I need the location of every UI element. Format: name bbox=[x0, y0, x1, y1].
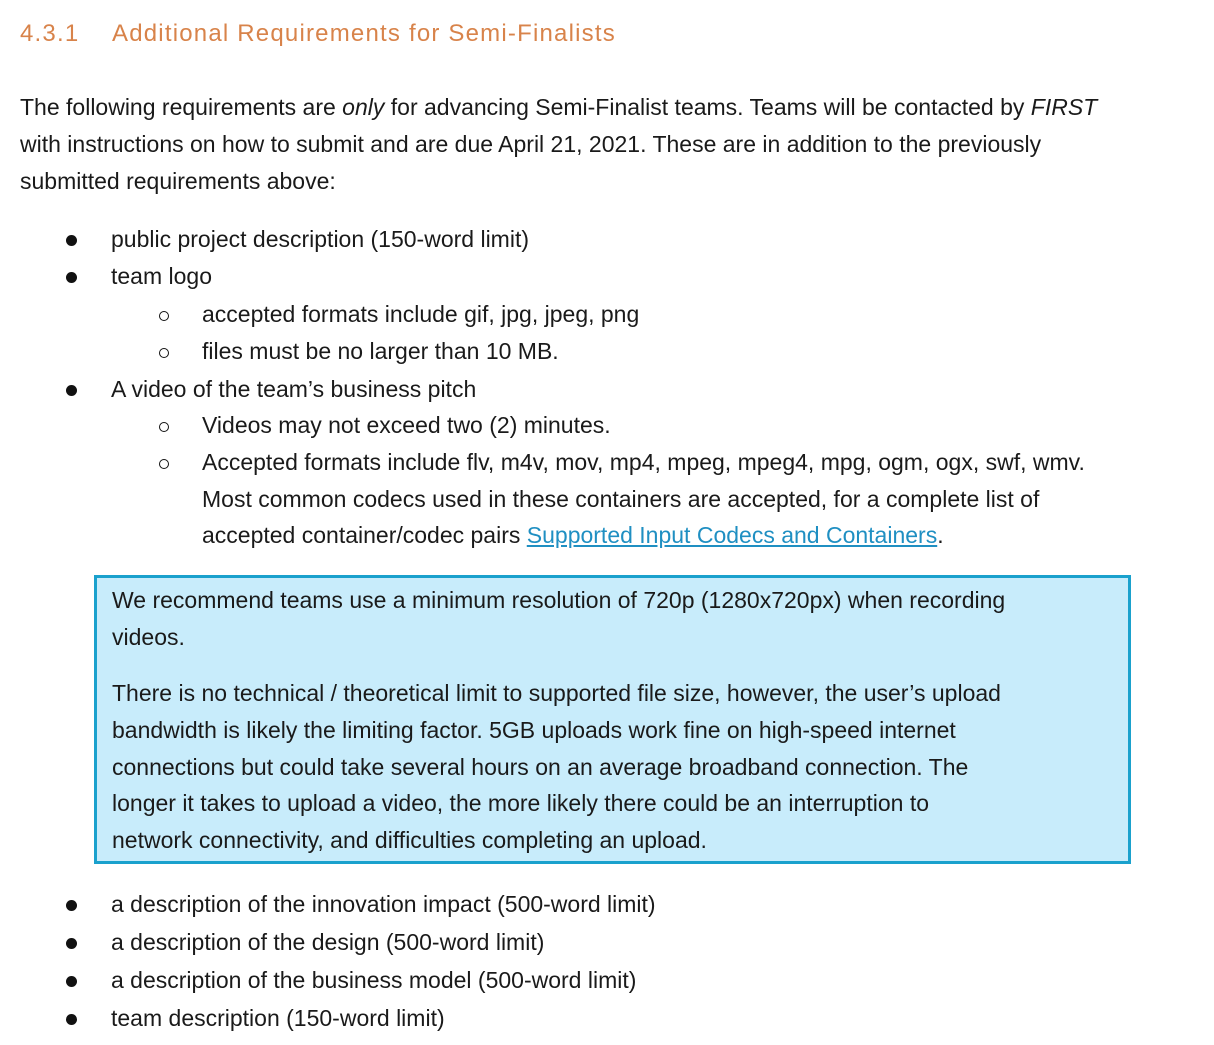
list-item: public project description (150-word limit) bbox=[111, 226, 529, 252]
intro-line-3: submitted requirements above: bbox=[20, 168, 336, 194]
codec-text-period: . bbox=[937, 522, 944, 548]
note-line: longer it takes to upload a video, the more likely there could be an interruption to bbox=[112, 790, 929, 816]
bullet-icon bbox=[66, 976, 77, 987]
bullet-icon bbox=[66, 385, 77, 396]
sub-bullet-icon bbox=[159, 348, 169, 358]
codec-text: accepted container/codec pairs bbox=[202, 522, 527, 548]
recommendation-note-box bbox=[94, 575, 1131, 864]
sub-list-item: accepted formats include gif, jpg, jpeg, png bbox=[202, 301, 640, 327]
sub-list-item: Accepted formats include flv, m4v, mov, mp4, mpeg, mpeg4, mpg, ogm, ogx, swf, wmv. bbox=[202, 449, 1085, 475]
intro-paragraph bbox=[20, 89, 1210, 200]
list-item: A video of the team’s business pitch bbox=[111, 376, 477, 402]
list-item: team logo bbox=[111, 263, 213, 289]
intro-text: The following requirements are bbox=[20, 94, 343, 120]
list-item: a description of the design (500-word limit) bbox=[111, 929, 545, 955]
intro-line-2: with instructions on how to submit and are due April 21, 2021. These are in addition to the previously bbox=[20, 131, 1042, 157]
sub-list-item-continued: Most common codecs used in these containers are accepted, for a complete list of bbox=[202, 486, 1040, 512]
list-item: team description (150-word limit) bbox=[111, 1005, 445, 1031]
list-item: a description of the innovation impact (500-word limit) bbox=[111, 891, 656, 917]
note-line: There is no technical / theoretical limit to supported file size, however, the user’s upload bbox=[112, 680, 1001, 706]
list-item: a description of the business model (500-word limit) bbox=[111, 967, 637, 993]
intro-emphasis-only: only bbox=[342, 94, 385, 120]
section-title: Additional Requirements for Semi-Finalists bbox=[112, 20, 616, 47]
note-line: videos. bbox=[112, 624, 185, 650]
bullet-icon bbox=[66, 1014, 77, 1025]
sub-bullet-icon bbox=[159, 311, 169, 321]
intro-line-1 bbox=[20, 89, 1210, 126]
section-heading bbox=[20, 20, 616, 48]
bullet-icon bbox=[66, 235, 77, 246]
sub-bullet-icon bbox=[159, 422, 169, 432]
note-line: connections but could take several hours on an average broadband connection. The bbox=[112, 754, 969, 780]
section-number: 4.3.1 bbox=[20, 20, 80, 47]
sub-list-item: Videos may not exceed two (2) minutes. bbox=[202, 412, 611, 438]
note-line: network connectivity, and difficulties completing an upload. bbox=[112, 827, 707, 853]
bullet-icon bbox=[66, 938, 77, 949]
note-line: We recommend teams use a minimum resolution of 720p (1280x720px) when recording bbox=[112, 587, 1006, 613]
note-line: bandwidth is likely the limiting factor. 5GB uploads work fine on high-speed internet bbox=[112, 717, 956, 743]
sub-bullet-icon bbox=[159, 459, 169, 469]
sub-list-item: files must be no larger than 10 MB. bbox=[202, 338, 559, 364]
intro-text: for advancing Semi-Finalist teams. Teams will be contacted by bbox=[384, 94, 1031, 120]
supported-codecs-link[interactable]: Supported Input Codecs and Containers bbox=[526, 522, 938, 548]
sub-list-item-continued bbox=[202, 517, 944, 554]
bullet-icon bbox=[66, 272, 77, 283]
bullet-icon bbox=[66, 900, 77, 911]
intro-emphasis-first: FIRST bbox=[1030, 94, 1098, 120]
